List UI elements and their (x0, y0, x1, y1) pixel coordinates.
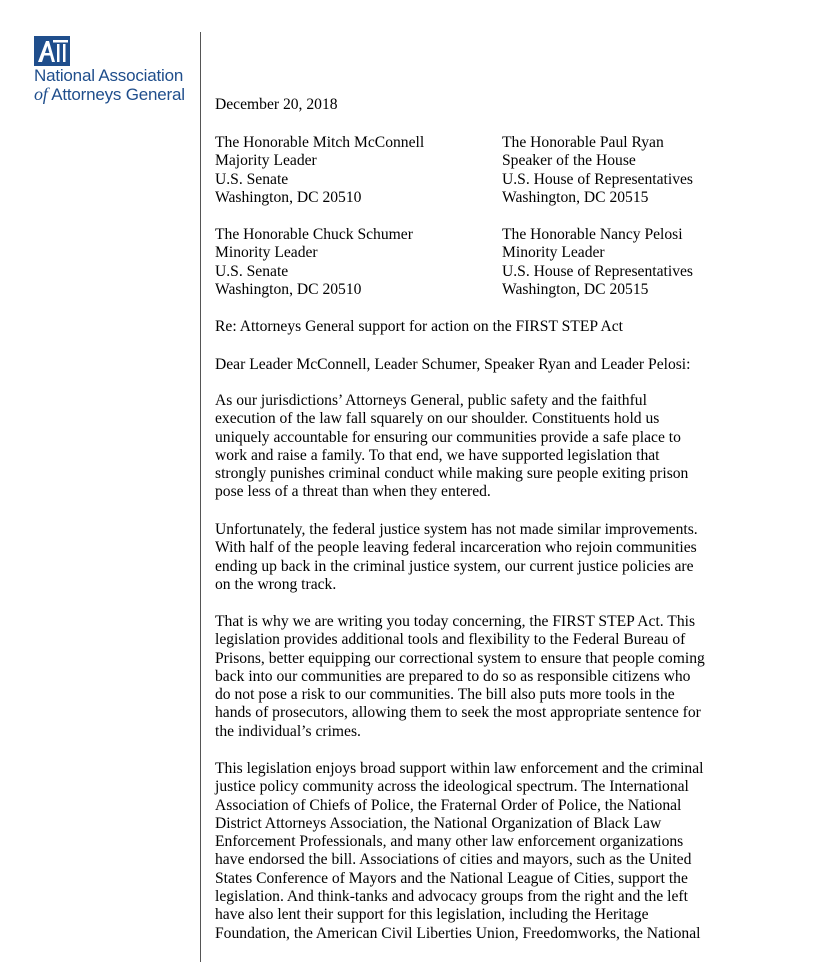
paragraph-line: on the wrong track. (215, 575, 337, 593)
recipient-address-ryan (502, 134, 693, 207)
paragraph-line: have also lent their support for this legislation, including the Heritage (215, 906, 649, 924)
paragraph-line: States Conference of Mayors and the National League of Cities, support the (215, 869, 688, 887)
organization-name-line2 (34, 85, 224, 104)
letterhead-sidebar (0, 0, 200, 962)
paragraph-line: work and raise a family. To that end, we have supported legislation that (215, 446, 660, 464)
recipient-line: Washington, DC 20510 (215, 280, 362, 298)
paragraph-line: justice policy community across the ideological spectrum. The International (215, 778, 689, 796)
recipient-address-mcconnell (215, 134, 424, 207)
paragraph-line: Prisons, better equipping our correctional system to ensure that people coming (215, 649, 705, 667)
sidebar-divider (200, 32, 201, 962)
paragraph-line: have endorsed the bill. Associations of cities and mayors, such as the United (215, 851, 692, 869)
paragraph-line: Unfortunately, the federal justice system has not made similar improvements. (215, 521, 698, 538)
paragraph-line: With half of the people leaving federal incarceration who rejoin communities (215, 539, 697, 557)
paragraph-line: As our jurisdictions’ Attorneys General, public safety and the faithful (215, 392, 647, 409)
paragraph-line: pose less of a threat than when they entered. (215, 483, 491, 501)
recipient-line: U.S. Senate (215, 170, 289, 188)
paragraph-line: Foundation, the American Civil Liberties Union, Freedomworks, the National (215, 924, 701, 942)
paragraph-line: District Attorneys Association, the National Organization of Black Law (215, 814, 662, 832)
recipient-line: U.S. House of Representatives (502, 170, 693, 188)
recipient-line: Washington, DC 20515 (502, 188, 649, 206)
recipient-line: U.S. House of Representatives (502, 262, 693, 280)
paragraph-line: execution of the law fall squarely on our shoulder. Constituents hold us (215, 410, 660, 428)
letter-salutation: Dear Leader McConnell, Leader Schumer, Speaker Ryan and Leader Pelosi: (215, 356, 691, 373)
recipient-line: Speaker of the House (502, 152, 636, 170)
paragraph-line: That is why we are writing you today concerning, the FIRST STEP Act. This (215, 613, 696, 630)
letter-paragraph-2 (215, 521, 805, 594)
paragraph-line: Enforcement Professionals, and many other law enforcement organizations (215, 833, 684, 851)
recipient-line: Washington, DC 20515 (502, 280, 649, 298)
recipient-line: The Honorable Nancy Pelosi (502, 226, 683, 243)
paragraph-line: ending up back in the criminal justice system, our current justice policies are (215, 557, 694, 575)
paragraph-line: strongly punishes criminal conduct while making sure people exiting prison (215, 465, 689, 483)
letter-subject: Re: Attorneys General support for action on the FIRST STEP Act (215, 318, 623, 335)
recipient-line: The Honorable Paul Ryan (502, 134, 664, 151)
paragraph-line: legislation. And think-tanks and advocacy groups from the right and the left (215, 888, 688, 906)
recipient-line: Minority Leader (502, 244, 605, 262)
paragraph-line: the individual’s crimes. (215, 722, 361, 740)
recipient-address-schumer (215, 226, 413, 299)
recipient-line: The Honorable Chuck Schumer (215, 226, 413, 243)
recipient-line: The Honorable Mitch McConnell (215, 134, 425, 151)
paragraph-line: This legislation enjoys broad support within law enforcement and the criminal (215, 760, 704, 777)
recipient-address-pelosi (502, 226, 693, 299)
letter-paragraph-3 (215, 613, 805, 741)
paragraph-line: legislation provides additional tools and flexibility to the Federal Bureau of (215, 631, 686, 649)
organization-name-rest: Attorneys General (47, 85, 185, 104)
paragraph-line: Association of Chiefs of Police, the Fraternal Order of Police, the National (215, 796, 682, 814)
recipient-line: Majority Leader (215, 152, 317, 170)
organization-name-of: of (34, 84, 48, 104)
paragraph-line: do not pose a risk to our communities. The bill also puts more tools in the (215, 686, 675, 704)
recipient-line: U.S. Senate (215, 262, 289, 280)
paragraph-line: back into our communities are prepared to do so as responsible citizens who (215, 667, 691, 685)
paragraph-line: hands of prosecutors, allowing them to seek the most appropriate sentence for (215, 704, 701, 722)
naag-logo-icon (34, 36, 70, 66)
organization-name-line1: National Association (34, 66, 184, 85)
letter-paragraph-1 (215, 392, 805, 502)
letter-paragraph-4 (215, 760, 805, 943)
paragraph-line: uniquely accountable for ensuring our communities provide a safe place to (215, 428, 681, 446)
organization-name (34, 67, 224, 104)
recipient-line: Washington, DC 20510 (215, 188, 362, 206)
letter-date: December 20, 2018 (215, 96, 338, 113)
recipient-line: Minority Leader (215, 244, 318, 262)
